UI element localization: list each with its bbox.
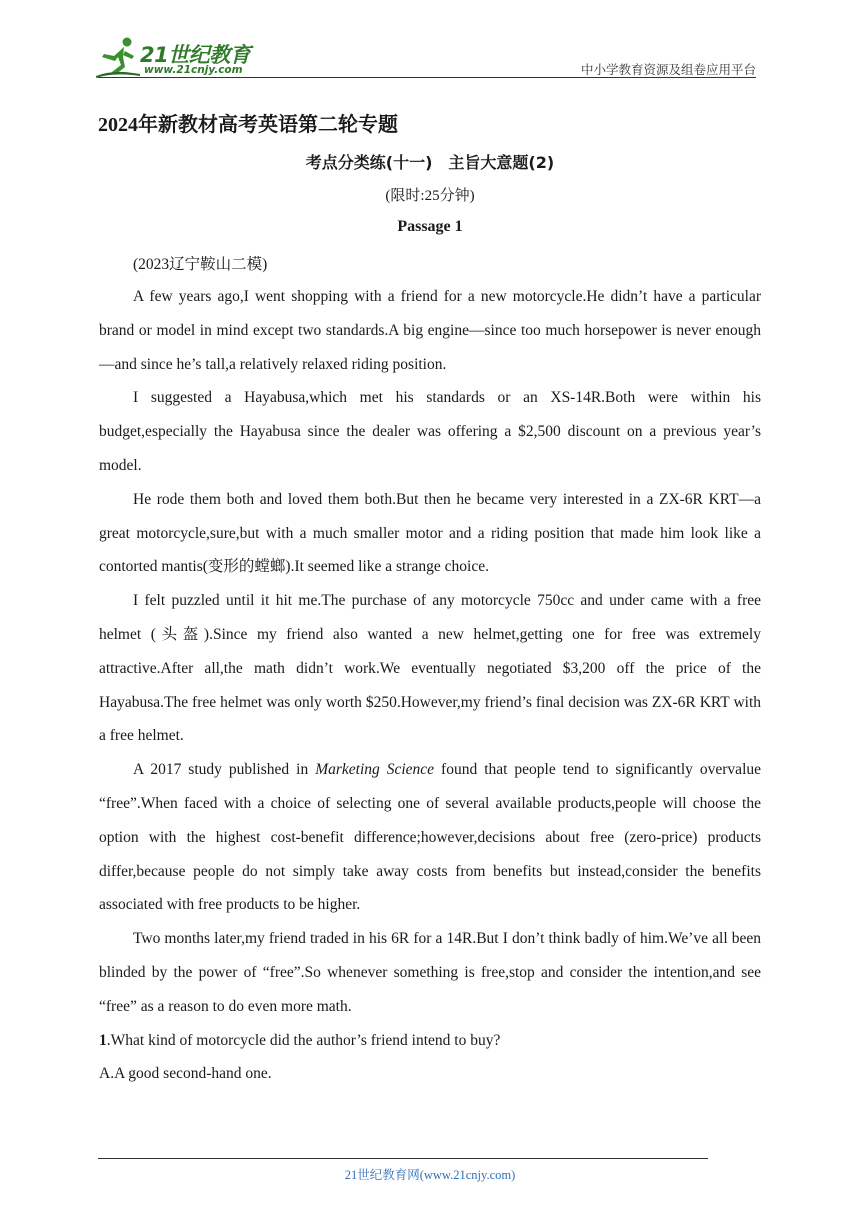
paragraph-text: A 2017 study published in [133,761,316,779]
header-tagline: 中小学教育资源及组卷应用平台 [580,62,756,77]
footer-divider [98,1158,708,1159]
question-text: .What kind of motorcycle did the author’s friend intend to buy? [106,1031,501,1049]
document-title: 2024年新教材高考英语第二轮专题 [98,114,398,136]
paragraph: I felt puzzled until it hit me.The purchase of any motorcycle 750cc and under came with a free helmet (头盔).Since my friend also wanted a new helmet,getting one for free was extremely attractive.After all,the math didn’t work.We eventually negotiated $3,200 off the price of the Hayabusa.The free helmet was only worth $250.However,my friend’s final decision was ZX-6R KRT with a free helmet. [99,592,761,745]
paragraph: I suggested a Hayabusa,which met his standards or an XS-14R.Both were within his budget,especially the Hayabusa since the dealer was offering a $2,500 discount on a previous year’s model. [99,389,761,474]
time-limit: (限时:25分钟) [385,188,475,204]
logo-subtext: www.21cnjy.com [144,64,243,76]
paragraph: He rode them both and loved them both.But then he became very interested in a ZX-6R KRT—a great motorcycle,sure,but with a much smaller motor and a riding position that made him look like a contorted mantis(变形的螳螂).It seemed like a strange choice. [99,490,761,576]
header-divider [98,77,756,78]
paragraph: Two months later,my friend traded in his 6R for a 14R.But I don’t think badly of him.We’ve all been blinded by the power of “free”.So whenever something is free,stop and consider the intention,and see “free” as a reason to do even more math. [99,930,761,1015]
paragraph [99,753,761,922]
journal-name: Marketing Science [315,761,435,779]
passage-source: (2023辽宁鞍山二模) [133,256,268,273]
passage-title: Passage 1 [397,218,463,235]
page-header [0,0,860,80]
paragraph: A few years ago,I went shopping with a friend for a new motorcycle.He didn’t have a particular brand or model in mind except two standards.A big engine—since too much horsepower is never enough—and since he’s tall,a relatively relaxed riding position. [99,288,761,373]
section-title: 考点分类练(十一) 主旨大意题(2) [305,153,555,172]
paragraph-text: found that people tend to significantly overvalue “free”.When faced with a choice of selecting one of several available products,people will choose the option with the highest cost-benefit difference;however,decisions about free (zero-price) products differ,because people do not simply take away costs from benefits but instead,consider the benefits associated with free products to be higher. [99,761,761,914]
question-option: A.A good second-hand one. [99,1065,272,1083]
logo-text: 21世纪教育 [140,43,251,67]
question-number: 1 [99,1031,107,1049]
passage-body [99,280,761,1091]
runner-logo-icon [94,36,142,80]
footer-text: 21世纪教育网(www.21cnjy.com) [344,1168,516,1182]
logo [94,36,264,80]
question [99,1024,761,1058]
